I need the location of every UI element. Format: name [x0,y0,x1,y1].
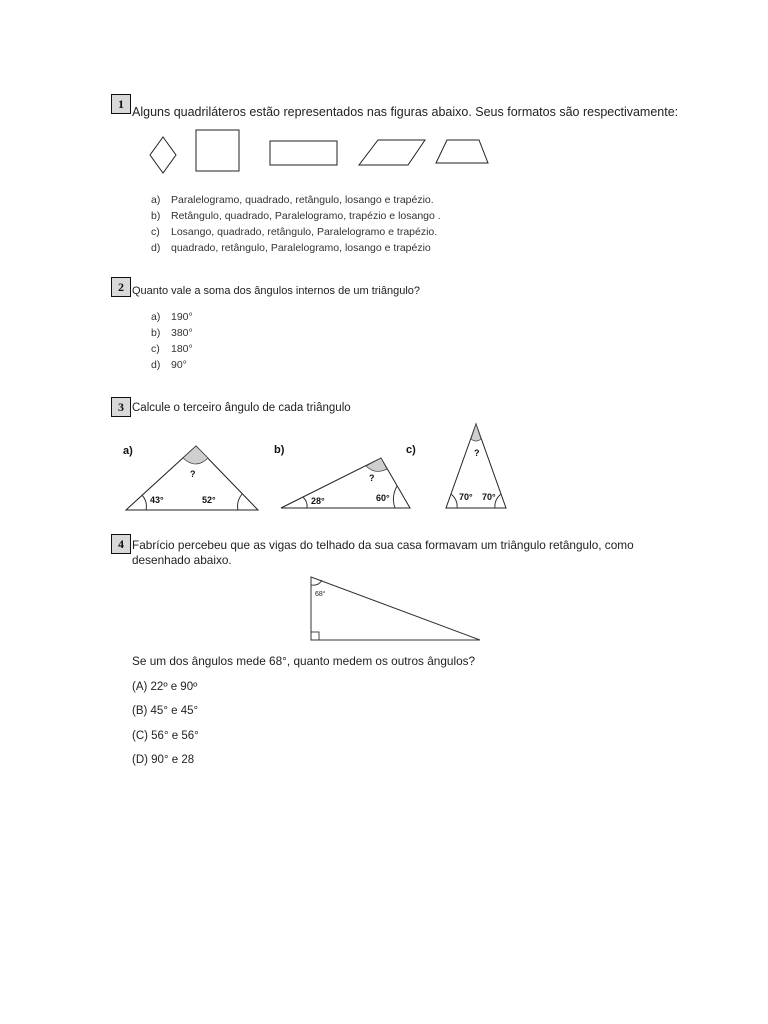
option-item[interactable]: b) 380° [151,327,193,339]
option-item[interactable]: (B) 45° e 45° [132,705,199,718]
right-angle-marker [311,632,319,640]
question-3-text: Calcule o terceiro ângulo de cada triângulo [132,402,351,414]
option-item[interactable]: b) Retângulo, quadrado, Paralelogramo, trapézio e losango . [151,210,441,222]
question-4-text-line2: desenhado abaixo. [132,553,232,567]
question-2-text: Quanto vale a soma dos ângulos internos de um triângulo? [132,285,421,297]
option-item[interactable]: c) 180° [151,343,193,355]
triangle-b-label: b) [274,444,285,456]
option-item[interactable]: d) quadrado, retângulo, Paralelogramo, losango e trapézio [151,242,431,254]
triangle-c-angle-left: 70° [459,492,473,502]
option-item[interactable]: a) 190° [151,311,193,323]
right-triangle-angle: 68° [315,591,326,598]
question-2-number: 2 [111,277,131,297]
triangle-c-label: c) [406,444,416,456]
question-1-number: 1 [111,94,131,114]
option-item[interactable]: (C) 56° e 56° [132,729,199,742]
question-4-options [132,679,199,776]
triangle-c-angle-right: 70° [482,492,496,502]
option-item[interactable]: d) 90° [151,359,187,371]
triangle-c-unknown: ? [474,448,480,458]
triangle-a-angle-left: 43° [150,495,164,505]
triangle-b-angle-left: 28° [311,496,325,506]
option-item[interactable]: c) Losango, quadrado, retângulo, Paralelogramo e trapézio. [151,226,438,238]
question-4-text-line1: Fabrício percebeu que as vigas do telhado da sua casa formavam um triângulo retângulo, como [132,538,634,552]
option-item[interactable]: a) Paralelogramo, quadrado, retângulo, losango e trapézio. [151,194,434,206]
triangle-b-unknown: ? [369,473,375,483]
question-1-text: Alguns quadriláteros estão representados nas figuras abaixo. Seus formatos são respectivamente: [132,105,679,119]
triangle-a-angle-right: 52° [202,495,216,505]
option-item[interactable]: (A) 22º e 90º [132,681,198,693]
triangle-b-angle-right: 60° [376,493,390,503]
triangle-a-unknown: ? [190,469,196,479]
right-triangle-shape [311,577,480,640]
question-4-question: Se um dos ângulos mede 68°, quanto medem os outros ângulos? [132,654,476,668]
option-item[interactable]: (D) 90° e 28 [132,753,195,766]
question-3-number: 3 [111,397,131,417]
question-4-number: 4 [111,534,131,554]
triangle-a-label: a) [123,445,133,457]
